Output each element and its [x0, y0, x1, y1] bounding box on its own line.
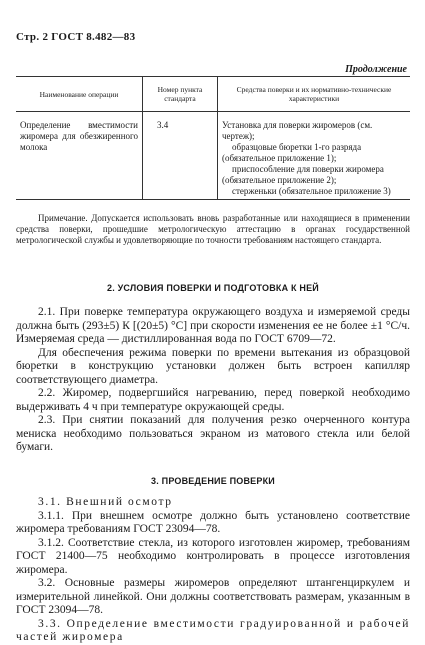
paragraph: 3.2. Основные размеры жиромеров определяют штангенциркулем и измерительной линейкой. Они должны соответствовать размерам, указанным в ГОСТ 23094—78. — [16, 577, 410, 616]
paragraph: 2.2. Жиромер, подвергшийся нагреванию, перед поверкой необходимо выдерживать 4 ч при температуре окружающей среды. — [16, 387, 410, 413]
section-2-title: 2. УСЛОВИЯ ПОВЕРКИ И ПОДГОТОВКА К НЕЙ — [107, 283, 319, 293]
paragraph: 2.3. При снятии показаний для получения резко очерченного контура мениска необходимо пользоваться экраном из матового стекла или белой бумаги. — [16, 414, 410, 453]
means-item: приспособление для поверки жиромера (обязательное приложение 2); — [222, 164, 384, 185]
cell-operation: Определение вместимости жиромера для обезжиренного молока — [16, 112, 143, 200]
paragraph: Для обеспечения режима поверки по времени вытекания из образцовой бюретки в конструкцию установки должен быть встроен капилляр соответствующего диаметра. — [16, 346, 410, 386]
paragraph: 2.1. При поверке температура окружающего воздуха и измеряемой среды должна быть (293±5) К [(20±5) °С] при скорости изменения ее не более ±1 °С/ч. Измеряемая среда — дистиллированная вода по ГОСТ 6709—72. — [16, 306, 410, 345]
means-item: стерженьки (обязательное приложение 3) — [232, 186, 391, 196]
column-header-clause: Номер пункта стандарта — [143, 77, 218, 112]
table-header-row — [16, 77, 410, 112]
section-3-body — [16, 496, 410, 645]
column-header-operation: Наименование операции — [16, 77, 143, 112]
cell-clause: 3.4 — [143, 112, 218, 200]
column-header-means: Средства поверки и их нормативно-технические характеристики — [218, 77, 411, 112]
subheading-capacity: 3.3. Определение вместимости градуированной и рабочей частей жиромера — [16, 617, 410, 643]
table-note: Примечание. Допускается использовать вновь разработанные или находящиеся в применении средства поверки, прошедшие метрологическую аттестацию в органах государственной метрологической службы и удовлетворяющие по точности требованиям настоящего стандарта. — [16, 213, 410, 245]
section-3-title: 3. ПРОВЕДЕНИЕ ПОВЕРКИ — [151, 476, 275, 486]
page-header: Стр. 2 ГОСТ 8.482—83 — [16, 31, 136, 43]
section-2-body — [16, 306, 410, 455]
means-item: Установка для поверки жиромеров (см. чертеж); — [222, 120, 373, 141]
means-item: образцовые бюретки 1-го разряда (обязательное приложение 1); — [222, 142, 362, 163]
continuation-label: Продолжение — [345, 64, 407, 75]
table-row — [16, 112, 410, 200]
paragraph: 3.1.2. Соответствие стекла, из которого изготовлен жиромер, требованиям ГОСТ 21400—75 необходимо контролировать в процессе изготовления жиромера. — [16, 536, 410, 576]
cell-means — [218, 112, 411, 200]
subheading-external-inspection: 3.1. Внешний осмотр — [38, 496, 173, 508]
verification-table — [16, 76, 410, 200]
paragraph: 3.1.1. При внешнем осмотре должно быть установлено соответствие жиромера требованиям ГОСТ 23094—78. — [16, 509, 410, 535]
